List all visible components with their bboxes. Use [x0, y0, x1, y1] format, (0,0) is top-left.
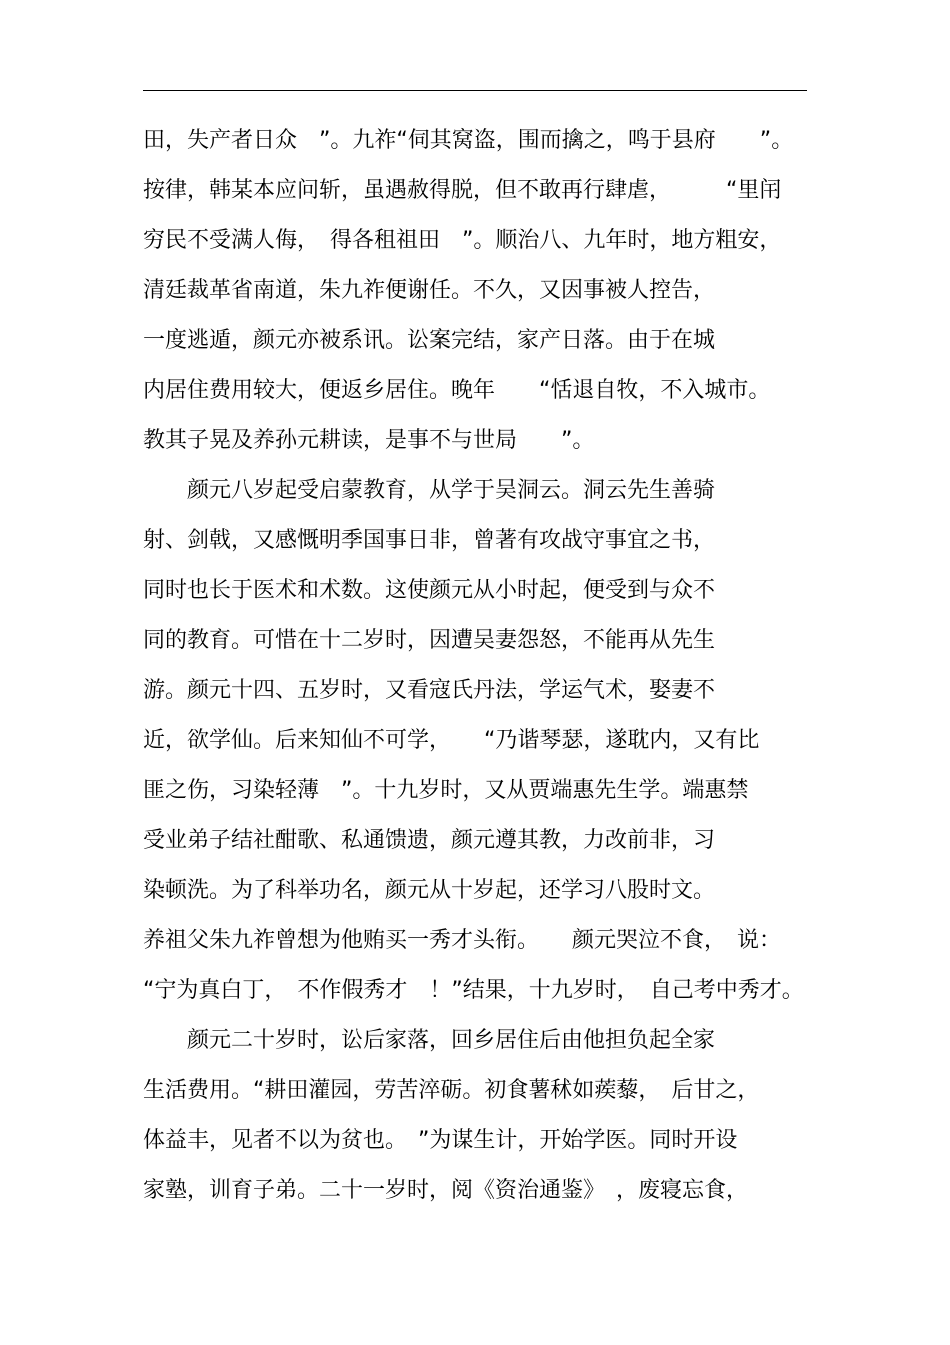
text-line: 颜元二十岁时，讼后家落，回乡居住后由他担负起全家 — [143, 1028, 716, 1053]
text-line: 近，欲学仙。后来知仙不可学， “乃谐琴瑟，遂耽内，又有比 — [143, 728, 760, 753]
text-line: 一度逃遁，颜元亦被系讯。讼案完结，家产日落。由于在城 — [143, 328, 716, 353]
text-line: 田，失产者日众 ”。九祚“伺其窝盗，围而擒之，鸣于县府 ”。 — [143, 128, 794, 153]
header-rule — [143, 90, 807, 91]
text-line: 受业弟子结社酣歌、私通馈遗，颜元遵其教，力改前非，习 — [143, 828, 716, 853]
text-line: 按律，韩某本应问斩，虽遇赦得脱，但不敢再行肆虐， “里闬 — [143, 178, 782, 203]
text-line: 同的教育。可惜在十二岁时，因遭吴妻怨怒，不能再从先生 — [143, 628, 716, 653]
text-line: 匪之伤，习染轻薄 ”。十九岁时，又从贾端惠先生学。端惠禁 — [143, 778, 749, 803]
text-line: 教其子晃及养孙元耕读，是事不与世局 ”。 — [143, 428, 595, 453]
text-line: “宁为真白丁， 不作假秀才 ！”结果，十九岁时， 自己考中秀才。 — [143, 978, 804, 1003]
text-line: 清廷裁革省南道，朱九祚便谢任。不久，又因事被人控告， — [143, 278, 716, 303]
text-line: 生活费用。“耕田灌园，劳苦淬砺。初食薯秫如蒺藜， 后甘之， — [143, 1078, 760, 1103]
text-line: 游。颜元十四、五岁时，又看寇氏丹法，学运气术，娶妻不 — [143, 678, 716, 703]
text-line: 穷民不受满人侮， 得各租祖田 ”。顺治八、九年时，地方粗安， — [143, 228, 782, 253]
text-line: 养祖父朱九祚曾想为他贿买一秀才头衔。 颜元哭泣不食， 说： — [143, 928, 782, 953]
text-line: 家塾，训育子弟。二十一岁时，阅《资治通鉴》 ，废寝忘食， — [143, 1178, 749, 1203]
text-line: 射、剑戟，又感慨明季国事日非，曾著有攻战守事宜之书， — [143, 528, 716, 553]
text-line: 颜元八岁起受启蒙教育，从学于吴洞云。洞云先生善骑 — [143, 478, 716, 503]
text-line: 内居住费用较大，便返乡居住。晚年 “恬退自牧，不入城市。 — [143, 378, 771, 403]
text-line: 体益丰，见者不以为贫也。 ”为谋生计，开始学医。同时开设 — [143, 1128, 738, 1153]
text-line: 染顿洗。为了科举功名，颜元从十岁起，还学习八股时文。 — [143, 878, 716, 903]
text-line: 同时也长于医术和术数。这使颜元从小时起，便受到与众不 — [143, 578, 716, 603]
